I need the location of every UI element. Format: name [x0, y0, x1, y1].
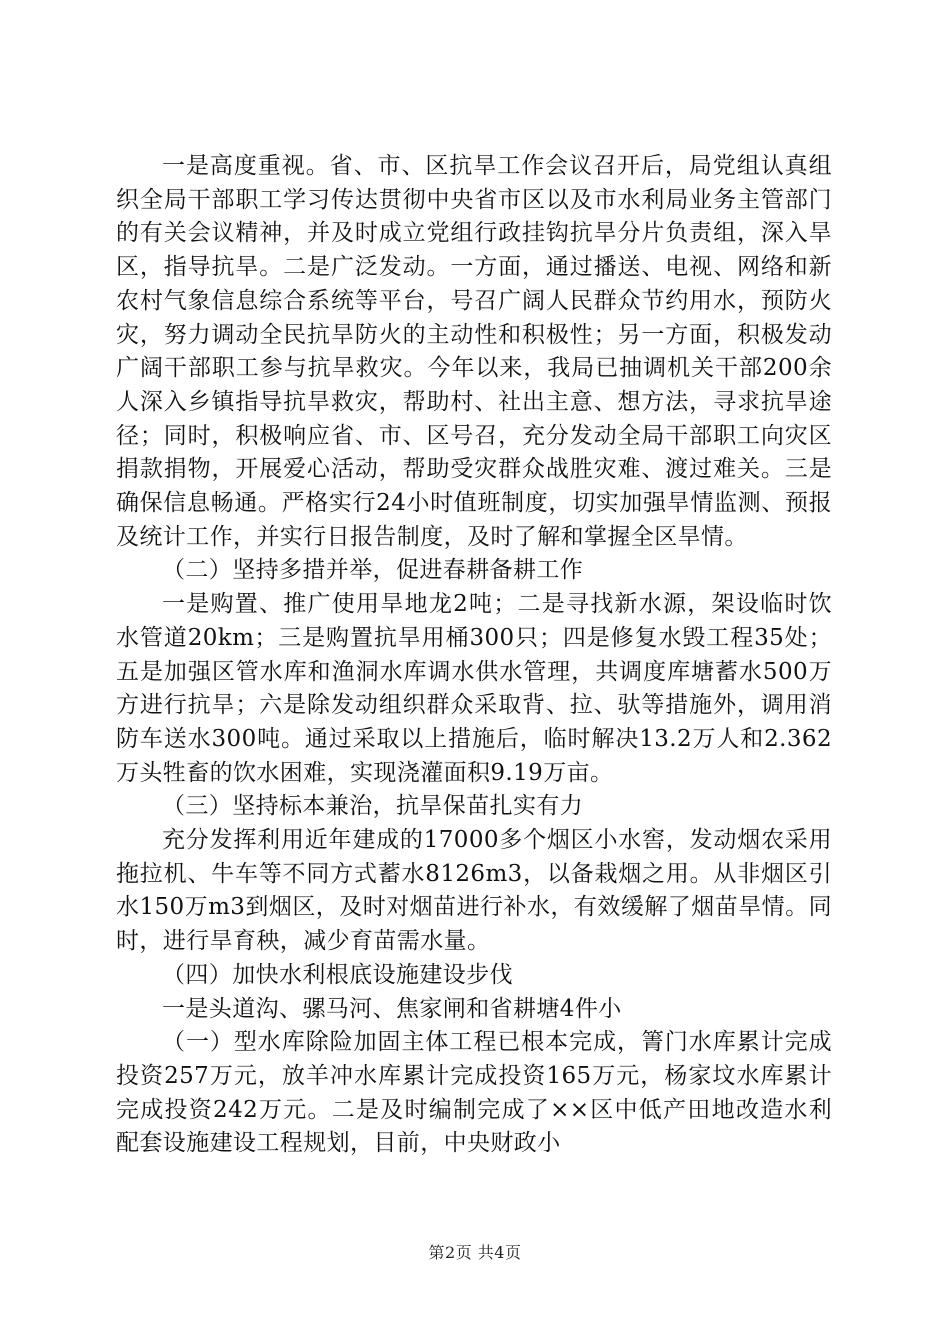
paragraph-high-priority: 一是高度重视。省、市、区抗旱工作会议召开后，局党组认真组织全局干部职工学习传达贯彻中央省市区以及市水利局业务主管部门的有关会议精神，并及时成立党组行政挂钩抗旱分片负责组，深入旱区，指导抗旱。二是广泛发动。一方面，通过播送、电视、网络和新农村气象信息综合系统等平台，号召广阔人民群众节约用水，预防火灾，努力调动全民抗旱防火的主动性和积极性；另一方面，积极发动广阔干部职工参与抗旱救灾。今年以来，我局已抽调机关干部200余人深入乡镇指导抗旱救灾，帮助村、社出主意、想方法，寻求抗旱途径；同时，积极响应省、市、区号召，充分发动全局干部职工向灾区捐款捐物，开展爱心活动，帮助受灾群众战胜灾难、渡过难关。三是确保信息畅通。严格实行24小时值班制度，切实加强旱情监测、预报及统计工作，并实行日报告制度，及时了解和掌握全区旱情。 [116, 153, 832, 550]
paragraph-reservoirs-detail: （一）型水库除险加固主体工程已根本完成，箐门水库累计完成投资257万元，放羊冲水库累计完成投资165万元，杨家坟水库累计完成投资242万元。二是及时编制完成了××区中低产田地改造水利配套设施建设工程规划，目前，中央财政小 [116, 1029, 832, 1157]
paragraph-reservoirs-intro: 一是头道沟、骡马河、焦家闸和省耕塘4件小 [162, 995, 622, 1022]
section-heading-3: （三）坚持标本兼治，抗旱保苗扎实有力 [162, 793, 584, 820]
document-body [116, 150, 832, 1161]
page-footer: 第2页 共4页 [428, 1243, 522, 1262]
paragraph-tobacco-water: 充分发挥利用近年建成的17000多个烟区小水窖，发动烟农采用拖拉机、牛车等不同方式蓄水8126m3，以备栽烟之用。从非烟区引水150万m3到烟区，及时对烟苗进行补水，有效缓解了烟苗旱情。同时，进行旱育秧，减少育苗需水量。 [116, 827, 832, 955]
section-heading-4: （四）加快水利根底设施建设步伐 [162, 961, 513, 988]
paragraph-measures: 一是购置、推广使用旱地龙2吨；二是寻找新水源，架设临时饮水管道20km；三是购置抗旱用桶300只；四是修复水毁工程35处；五是加强区管水库和渔洞水库调水供水管理，共调度库塘蓄水500万方进行抗旱；六是除发动组织群众采取背、拉、驮等措施外，调用消防车送水300吨。通过采取以上措施后，临时解决13.2万人和2.362万头牲畜的饮水困难，实现浇灌面积9.19万亩。 [116, 591, 832, 786]
section-heading-2: （二）坚持多措并举，促进春耕备耕工作 [162, 557, 584, 584]
